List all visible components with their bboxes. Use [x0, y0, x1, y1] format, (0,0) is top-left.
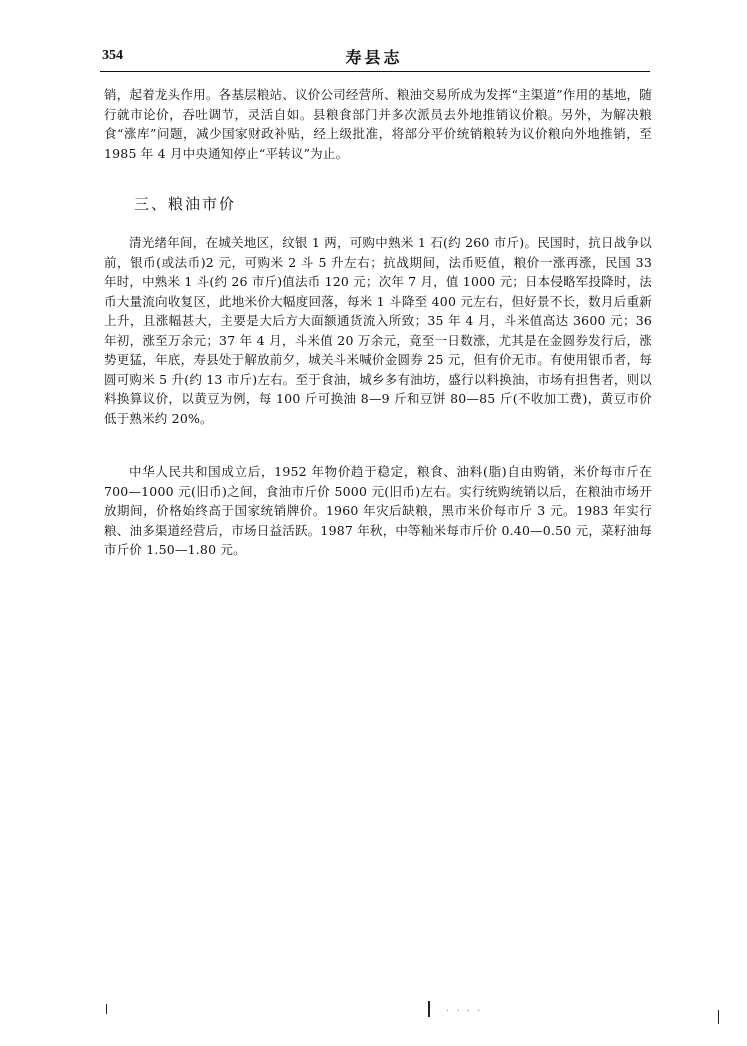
scan-artifact-left [106, 1004, 107, 1014]
book-title: 寿县志 [345, 48, 403, 67]
prc-period-paragraph: 中华人民共和国成立后，1952 年物价趋于稳定，粮食、油料(脂)自由购销，米价每市斤在 700—1000 元(旧币)之间，食油市斤价 5000 元(旧币)左右。实行统购统销以后，在粮油市场开放期间，价格始终高于国家统销牌价。1960 年灾后缺粮，黑市米价每市斤 3 元。1983 年实行粮、油多渠道经营后，市场日益活跃。1987 年秋，中等籼米每市斤价 0.40—0.50 元，菜籽油每市斤价 1.50—1.80 元。 [104, 464, 652, 557]
prc-period-paragraph-block [104, 462, 652, 560]
header-rule [100, 71, 650, 72]
section-heading: 三、粮油市价 [134, 195, 237, 213]
qing-period-paragraph: 清光绪年间，在城关地区，纹银 1 两，可购中熟米 1 石(约 260 市斤)。民国时，抗日战争以前，银币(或法币)2 元，可购米 2 斗 5 升左右；抗战期间，法币贬值，粮价一涨再涨，民国 33 年时，中熟米 1 斗(约 26 市斤)值法币 120 元；次年 7 月，值 1000 元；日本侵略军投降时，法币大量流向收复区，此地米价大幅度回落，每米 1 斗降至 400 元左右，但好景不长，数月后重新上升，且涨幅甚大，主要是大后方大面额通货流入所致；35 年 4 月，斗米值高达 3600 元；36 年初，涨至万余元；37 年 4 月，斗米值 20 万余元，竟至一日数涨，尤其是在金圆券发行后，涨势更猛，年底，寿县处于解放前夕，城关斗米喊价金圆券 25 元，但有价无市。有使用银币者，每圆可购米 5 升(约 13 市斤)左右。至于食油，城乡多有油坊，盛行以料换油，市场有担售者，则以料换算议价，以黄豆为例，每 100 斤可换油 8—9 斤和豆饼 80—85 斤(不收加工费)，黄豆市价低于熟米约 20%。 [104, 235, 652, 426]
intro-paragraph-block [104, 85, 652, 163]
qing-period-paragraph-block [104, 233, 652, 428]
scan-artifact-right [718, 1010, 719, 1024]
scan-artifact-smudge: · · · · [446, 1006, 483, 1017]
page-header [100, 44, 648, 70]
page-number: 354 [102, 48, 123, 63]
intro-paragraph: 销，起着龙头作用。各基层粮站、议价公司经营所、粮油交易所成为发挥“主渠道”作用的基地，随行就市论价，吞吐调节，灵活自如。县粮食部门并多次派员去外地推销议价粮。另外，为解决粮食“涨库”问题，减少国家财政补贴，经上级批准，将部分平价统销粮转为议价粮向外地推销，至 1985 年 4 月中央通知停止“平转议”为止。 [104, 87, 652, 161]
scan-artifact-center [428, 1001, 430, 1017]
